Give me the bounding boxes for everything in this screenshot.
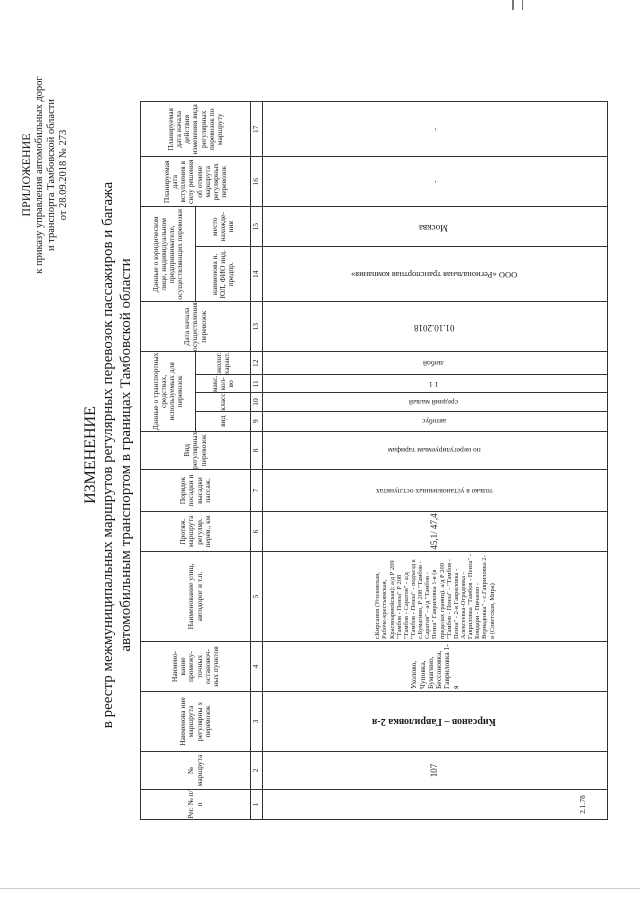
- col-header-streets: Наименование улиц, автодорог и т.п.: [141, 552, 251, 642]
- col-header-change-date: Планируемая дата начала действия изменения вида регулярных перевозок по маршруту: [141, 102, 251, 157]
- cell-route-name: [263, 692, 608, 752]
- scan-edge-line: [0, 888, 640, 889]
- table-row: [263, 102, 608, 820]
- col-header-vehicles: Данные о транспортных средствах, используемых для перевозок: [141, 352, 196, 432]
- col-num-11: 11: [251, 375, 263, 393]
- cell-type: [263, 431, 608, 469]
- col-num-17: 17: [251, 102, 263, 157]
- subheader-eco: эколог. характ.: [196, 352, 251, 375]
- col-header-route-name: Наименова ние маршрута регулярны х перевозок: [141, 692, 251, 752]
- cell-route-no: 107: [263, 752, 608, 790]
- col-num-16: 16: [251, 157, 263, 207]
- cell-carrier-name: [263, 247, 608, 302]
- cell-boarding: [263, 470, 608, 512]
- col-header-type: Вид регулярных перевозок: [141, 431, 251, 469]
- scan-mark: [512, 0, 514, 10]
- col-header-carrier: Данные о юридическом лице, индивидуальном предпринимателе, осуществляющих перевозки: [141, 207, 196, 302]
- col-num-13: 13: [251, 302, 263, 352]
- cell-vehicle-max-text: 1 1: [429, 379, 439, 389]
- col-num-3: 3: [251, 692, 263, 752]
- col-header-boarding: Порядок посадки и высадки пассаж.: [141, 470, 251, 512]
- col-num-8: 8: [251, 431, 263, 469]
- cell-route-name-text: Кирсанов – Гавриловка 2-я: [371, 716, 496, 727]
- cell-start-date-text: 01.10.2018: [413, 322, 455, 333]
- subheader-carrier-place: место нахожде- ния: [196, 207, 251, 247]
- col-num-14: 14: [251, 247, 263, 302]
- col-num-1: 1: [251, 790, 263, 820]
- heading-line1: в реестр межмуниципальных маршрутов регулярных перевозок пассажиров и багажа: [100, 181, 117, 729]
- cell-stops: Ухолово, Чуповка, Бумагино, Бессоновка, Гавриловка 1-я: [263, 642, 608, 692]
- cell-vehicle-class: [263, 393, 608, 411]
- appendix-block: [20, 55, 70, 295]
- subheader-class: класс: [196, 393, 251, 411]
- col-num-5: 5: [251, 552, 263, 642]
- subheader-kind: вид: [196, 411, 251, 431]
- cell-carrier-place: [263, 207, 608, 247]
- appendix-line3: от 28.09.2018 № 273: [57, 129, 69, 221]
- col-num-2: 2: [251, 752, 263, 790]
- heading-line2: автомобильным транспортом в границах Тамбовской области: [117, 258, 134, 652]
- col-header-stops: Наимено- вание промежу- точных остановоч- ных пунктов: [141, 642, 251, 692]
- cell-vehicle-kind: [263, 411, 608, 431]
- cell-boarding-text: только в установленных ост.пунктах: [375, 486, 493, 496]
- cell-streets: г.Кирсанов (Уголовская, Рабоче-крестьянская, Красноармейская); а/д Р 209 "Тамбов - Пенза" Р 208 "Тамбов - Саратов" - а/д "Тамбов - Пенза" - подъезд к с.Бумагино, Р 208 "Тамбов - Саратов" - а/д "Тамбов - Пенза" Гавриловка 1-я (в пределах границ). а/д Р 209 "Тамбов - Пенза" - "Тамбов - Пенза" - 2-я Гавриловка - Алексеевка-Отрадовка - Гавриловка "Тамбов - Пенза" - Бондари - Пичаево - Вернадовка" - с.Гавриловка 2-я (Советская, Мира): [263, 552, 608, 642]
- cell-change-date: -: [263, 102, 608, 157]
- cell-cancel-date: -: [263, 157, 608, 207]
- col-num-6: 6: [251, 512, 263, 552]
- scan-mark: [522, 0, 523, 10]
- col-header-start-date: Дата начала осуществления перевозок: [141, 302, 251, 352]
- cell-start-date: [263, 302, 608, 352]
- cell-vehicle-eco-text: любой: [423, 359, 445, 369]
- cell-carrier-place-text: Москва: [419, 222, 449, 233]
- col-num-10: 10: [251, 393, 263, 411]
- col-header-cancel-date: Планируемая дата вступления в силу решения об отмене маршрута регулярных перевозок: [141, 157, 251, 207]
- cell-length: 45,1/ 47,4: [263, 512, 608, 552]
- appendix-title: ПРИЛОЖЕНИЕ: [19, 133, 33, 217]
- col-num-15: 15: [251, 207, 263, 247]
- cell-vehicle-class-text: средний малый: [409, 398, 459, 408]
- col-num-7: 7: [251, 470, 263, 512]
- col-header-length: Протяж. маршрута регуляр. перев., км: [141, 512, 251, 552]
- appendix-line1: к приказу управления автомобильных дорог: [33, 76, 45, 274]
- cell-vehicle-eco: [263, 352, 608, 375]
- cell-reg-no: 2.1.78: [263, 790, 608, 820]
- cell-carrier-name-text: ООО «Региональная транспортная компания»: [350, 269, 517, 280]
- col-header-route-no: № маршрута: [141, 752, 251, 790]
- col-header-reg: Рег. № п/п: [141, 790, 251, 820]
- heading-block: [82, 45, 135, 865]
- cell-vehicle-kind-text: автобус: [421, 417, 446, 427]
- subheader-carrier-name: наименова н. ЮЛ, ФИО инд. предпр.: [196, 247, 251, 302]
- col-num-9: 9: [251, 411, 263, 431]
- appendix-line2: и транспорта Тамбовской области: [45, 99, 57, 251]
- subheader-max: макс. кол- во: [196, 375, 251, 393]
- cell-type-text: по нерегулируемым тарифам: [387, 446, 481, 456]
- register-table: [140, 101, 608, 820]
- column-number-row: [251, 102, 263, 820]
- cell-vehicle-max: [263, 375, 608, 393]
- heading-title: ИЗМЕНЕНИЕ: [82, 406, 99, 504]
- col-num-4: 4: [251, 642, 263, 692]
- col-num-12: 12: [251, 352, 263, 375]
